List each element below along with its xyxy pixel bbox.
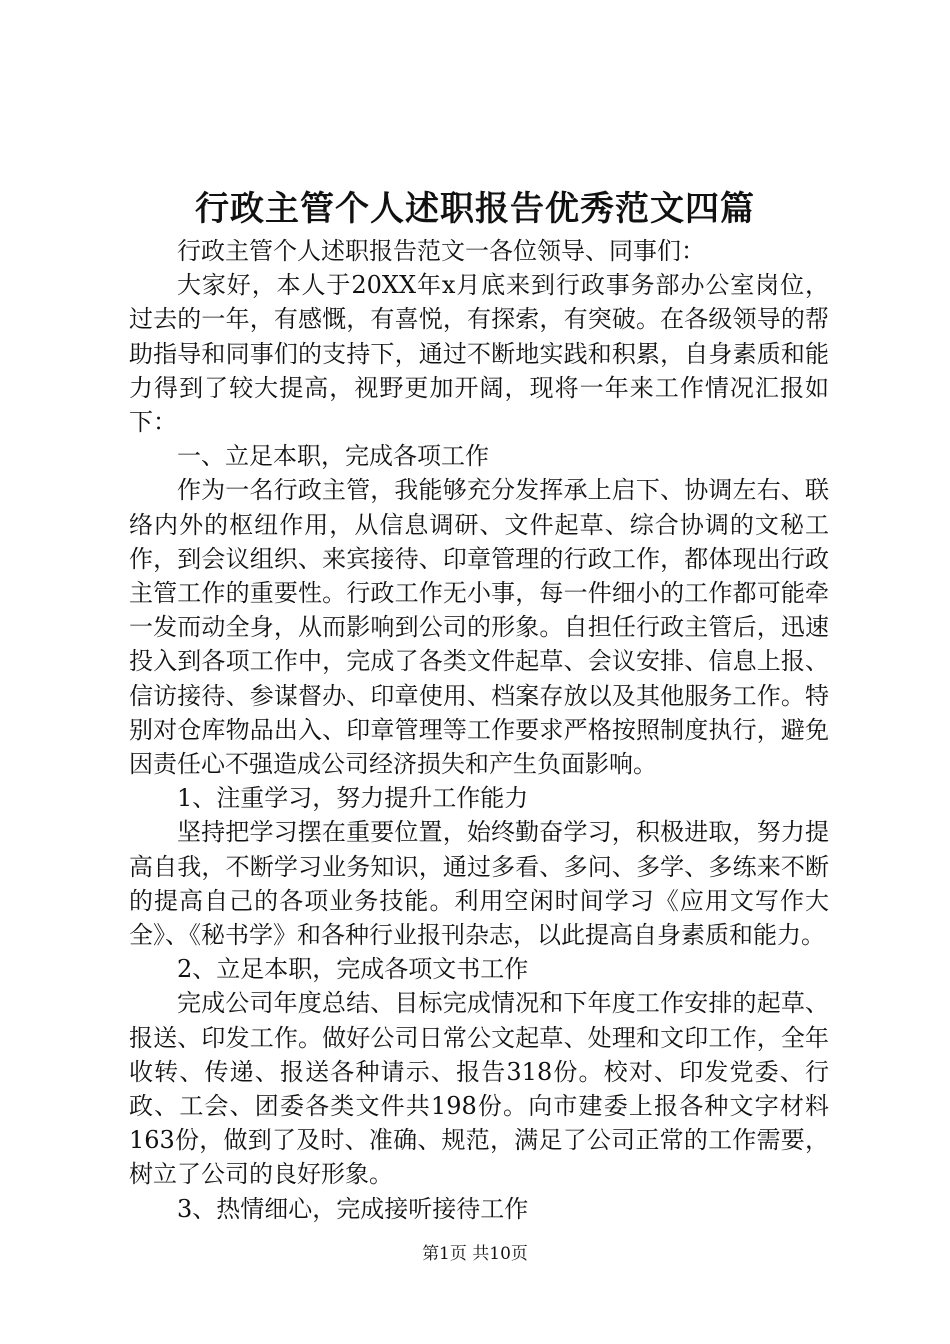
document-body (129, 234, 829, 1226)
subheading-1: 1、注重学习，努力提升工作能力 (177, 784, 529, 813)
subheading-3: 3、热情细心，完成接听接待工作 (177, 1194, 529, 1223)
page-footer: 第1页 共10页 (422, 1244, 528, 1264)
subheading-2: 2、立足本职，完成各项文书工作 (177, 955, 529, 984)
paragraph-documents: 完成公司年度总结、目标完成情况和下年度工作安排的起草、报送、印发工作。做好公司日常公文起草、处理和文印工作，全年收转、传递、报送各种请示、报告318份。校对、印发党委、行政、工会、团委各类文件共198份。向市建委上报各种文字材料163份，做到了及时、准确、规范，满足了公司正常的工作需要，树立了公司的良好形象。 (129, 989, 829, 1189)
section-heading-1: 一、立足本职，完成各项工作 (177, 442, 489, 471)
paragraph-section-1: 作为一名行政主管，我能够充分发挥承上启下、协调左右、联络内外的枢纽作用，从信息调研、文件起草、综合协调的文秘工作，到会议组织、来宾接待、印章管理的行政工作，都体现出行政主管工作的重要性。行政工作无小事，每一件细小的工作都可能牵一发而动全身，从而影响到公司的形象。自担任行政主管后，迅速投入到各项工作中，完成了各类文件起草、会议安排、信息上报、信访接待、参谋督办、印章使用、档案存放以及其他服务工作。特别对仓库物品出入、印章管理等工作要求严格按照制度执行，避免因责任心不强造成公司经济损失和产生负面影响。 (129, 476, 829, 779)
paragraph-greeting: 行政主管个人述职报告范文一各位领导、同事们： (177, 237, 705, 265)
paragraph-intro: 大家好，本人于20XX年x月底来到行政事务部办公室岗位，过去的一年，有感慨，有喜悦，有探索，有突破。在各级领导的帮助指导和同事们的支持下，通过不断地实践和积累，自身素质和能力得到了较大提高，视野更加开阔，现将一年来工作情况汇报如下： (129, 271, 829, 437)
paragraph-study: 坚持把学习摆在重要位置，始终勤奋学习，积极进取，努力提高自我，不断学习业务知识，通过多看、多问、多学、多练来不断的提高自己的各项业务技能。利用空闲时间学习《应用文写作大全》、《秘书学》和各种行业报刊杂志，以此提高自身素质和能力。 (129, 818, 829, 950)
document-title: 行政主管个人述职报告优秀范文四篇 (195, 189, 755, 229)
